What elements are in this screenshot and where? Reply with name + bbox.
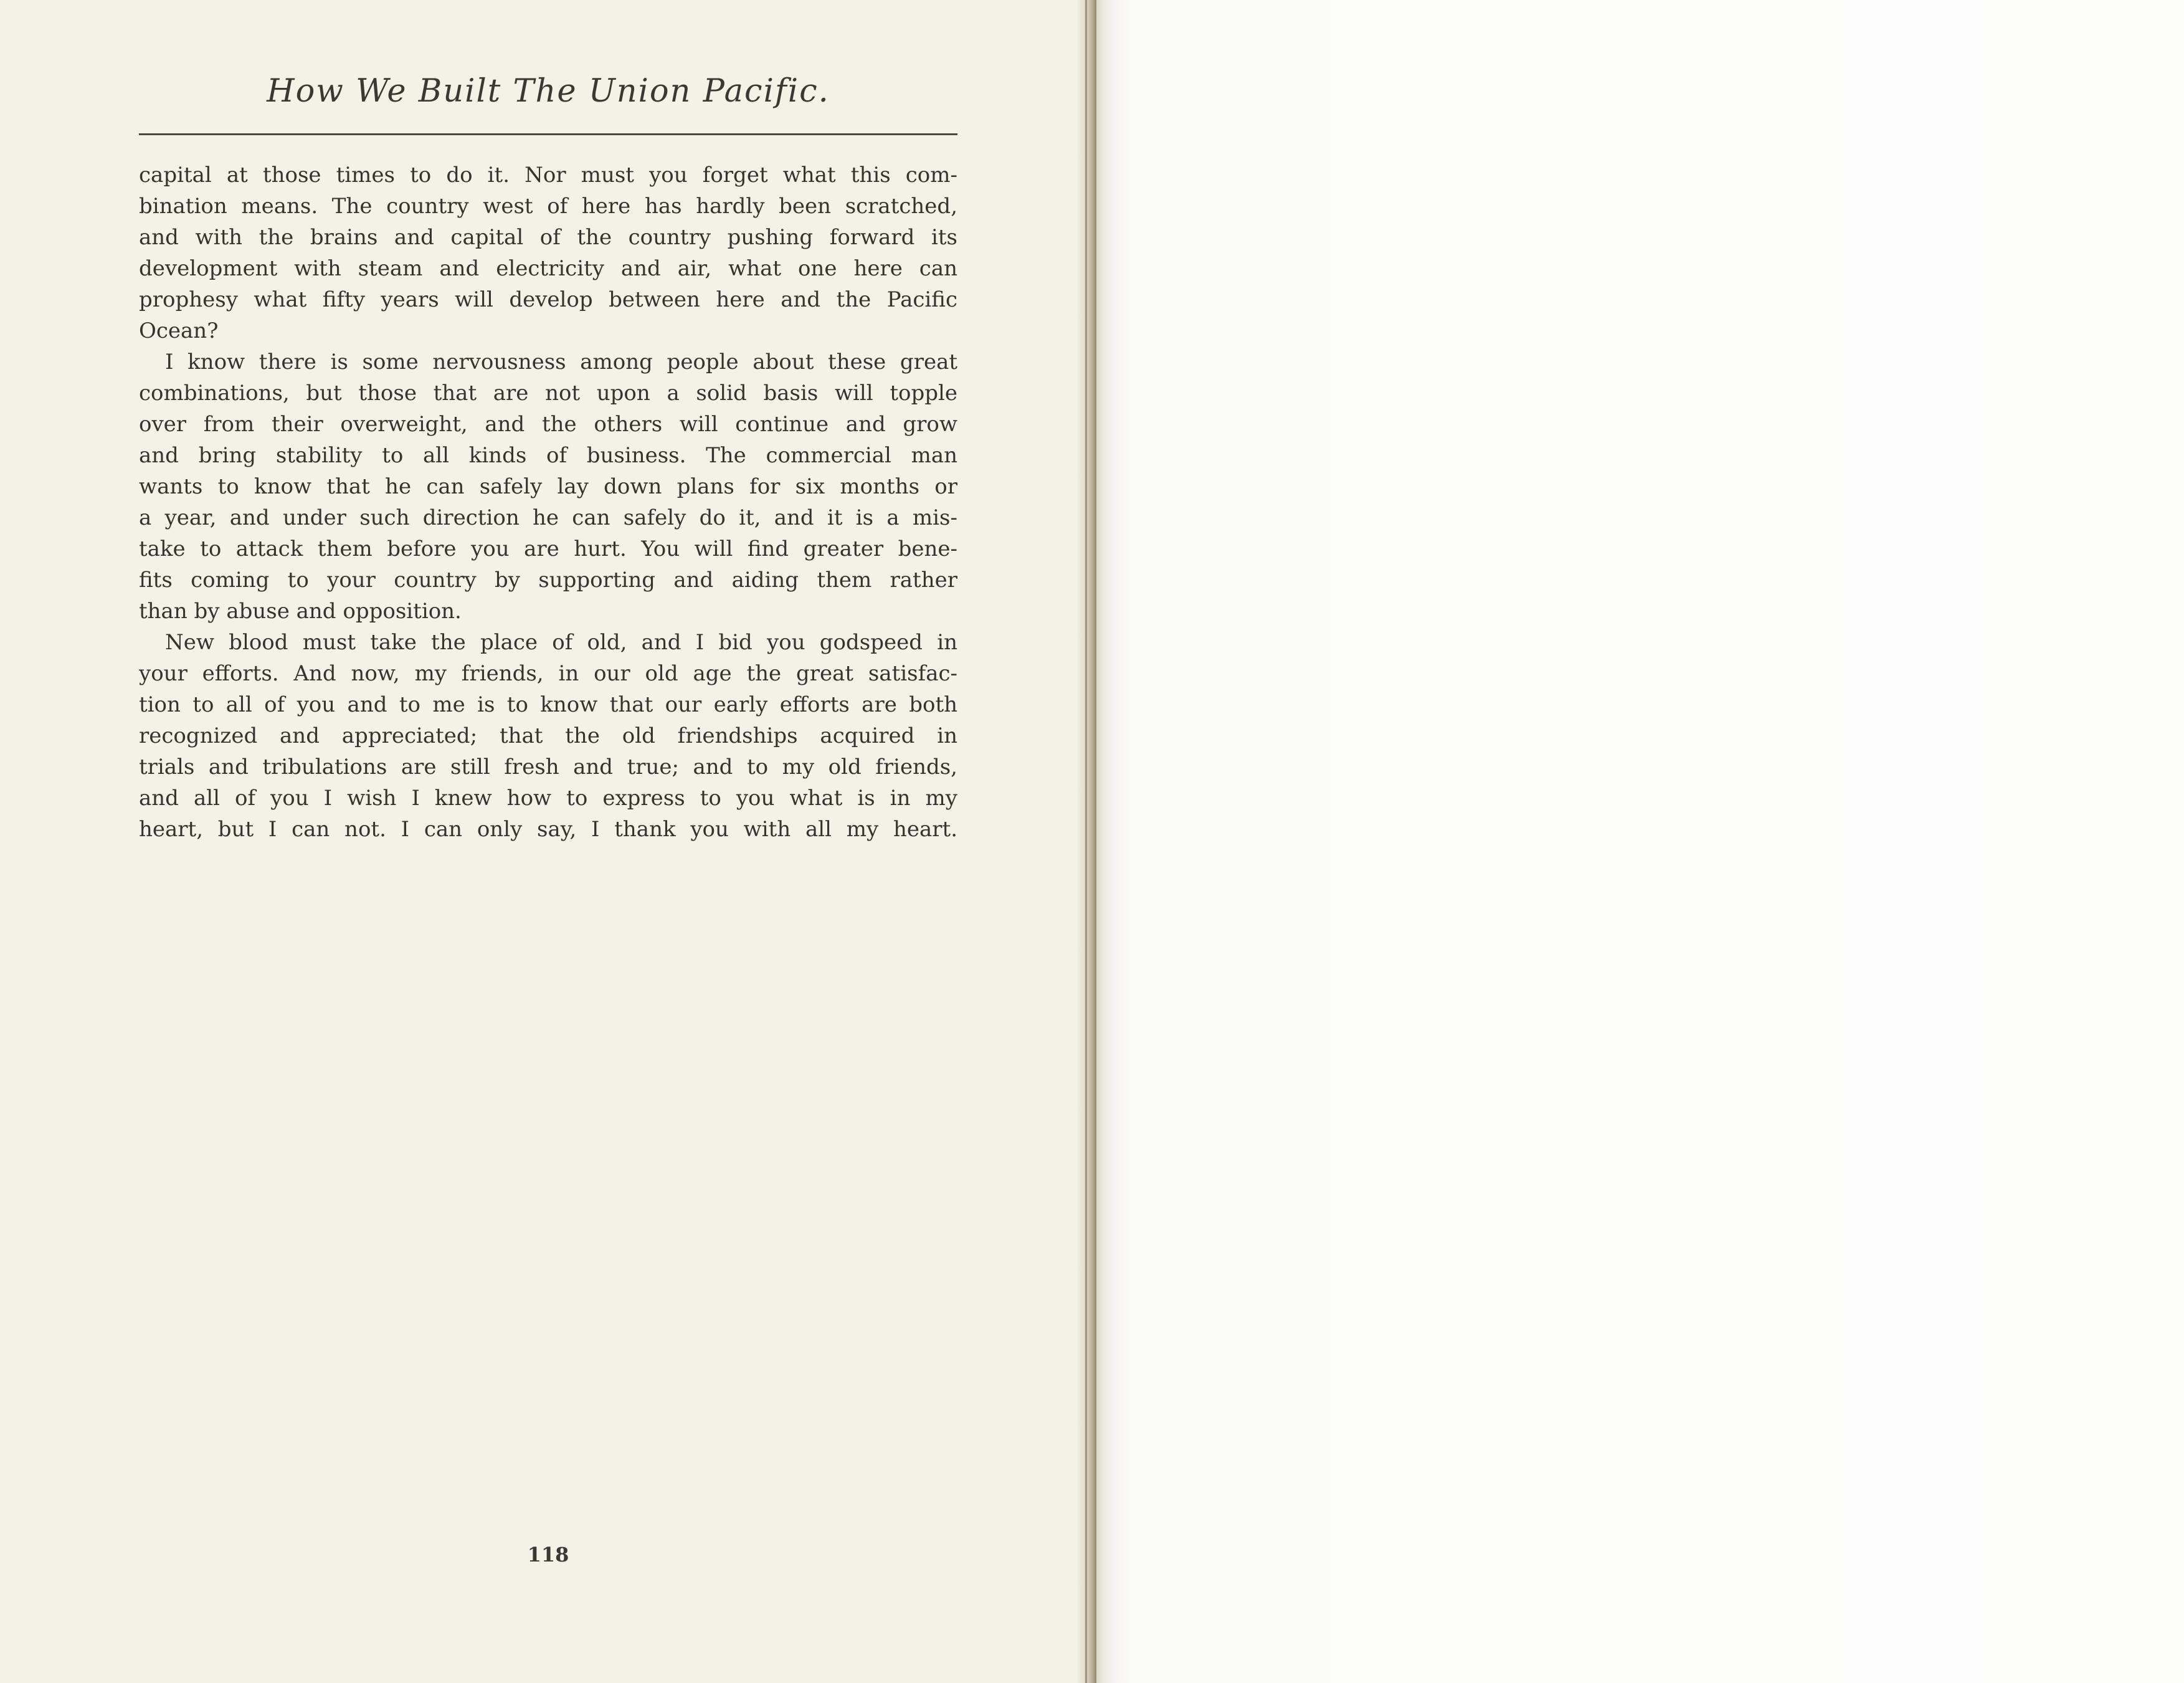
text-line: than by abuse and opposition. [139, 599, 462, 624]
text-line: capital at those times to do it. Nor must you forget what this com- [139, 163, 957, 188]
text-line: tion to all of you and to me is to know that our early efforts are both [139, 692, 957, 717]
text-line: Ocean? [139, 318, 219, 343]
left-page [0, 0, 1087, 1683]
text-line: trials and tribulations are still fresh and true; and to my old friends, [139, 755, 957, 780]
right-page-blank [1096, 0, 2184, 1683]
text-line: heart, but I can not. I can only say, I thank you with all my heart. [139, 817, 957, 842]
text-line: and bring stability to all kinds of business. The commercial man [139, 443, 957, 468]
text-line: New blood must take the place of old, and I bid you godspeed in [165, 630, 957, 655]
gutter-edge [1085, 0, 1087, 1683]
text-line: combinations, but those that are not upon a solid basis will topple [139, 381, 957, 406]
text-line: development with steam and electricity and air, what one here can [139, 256, 957, 281]
header-rule [139, 133, 957, 135]
page-number: 118 [527, 1543, 569, 1566]
text-line: and all of you I wish I knew how to express to you what is in my [139, 786, 957, 811]
text-line: fits coming to your country by supporting and aiding them rather [139, 568, 957, 593]
text-line: over from their overweight, and the others will continue and grow [139, 412, 957, 437]
text-line: recognized and appreciated; that the old friendships acquired in [139, 723, 957, 748]
text-line: prophesy what fifty years will develop between here and the Pacific [139, 287, 957, 312]
text-line: bination means. The country west of here has hardly been scratched, [139, 194, 957, 219]
text-line: your efforts. And now, my friends, in our old age the great satisfac- [139, 661, 957, 686]
book-gutter [1078, 0, 1096, 1683]
text-line: I know there is some nervousness among people about these great [165, 350, 957, 374]
body-text [139, 160, 957, 845]
text-line: a year, and under such direction he can safely do it, and it is a mis- [139, 505, 957, 530]
text-line: and with the brains and capital of the country pushing forward its [139, 225, 957, 250]
text-line: take to attack them before you are hurt. You will find greater bene- [139, 536, 957, 561]
text-line: wants to know that he can safely lay down plans for six months or [139, 474, 957, 499]
running-head: How We Built The Union Pacific. [267, 73, 830, 110]
